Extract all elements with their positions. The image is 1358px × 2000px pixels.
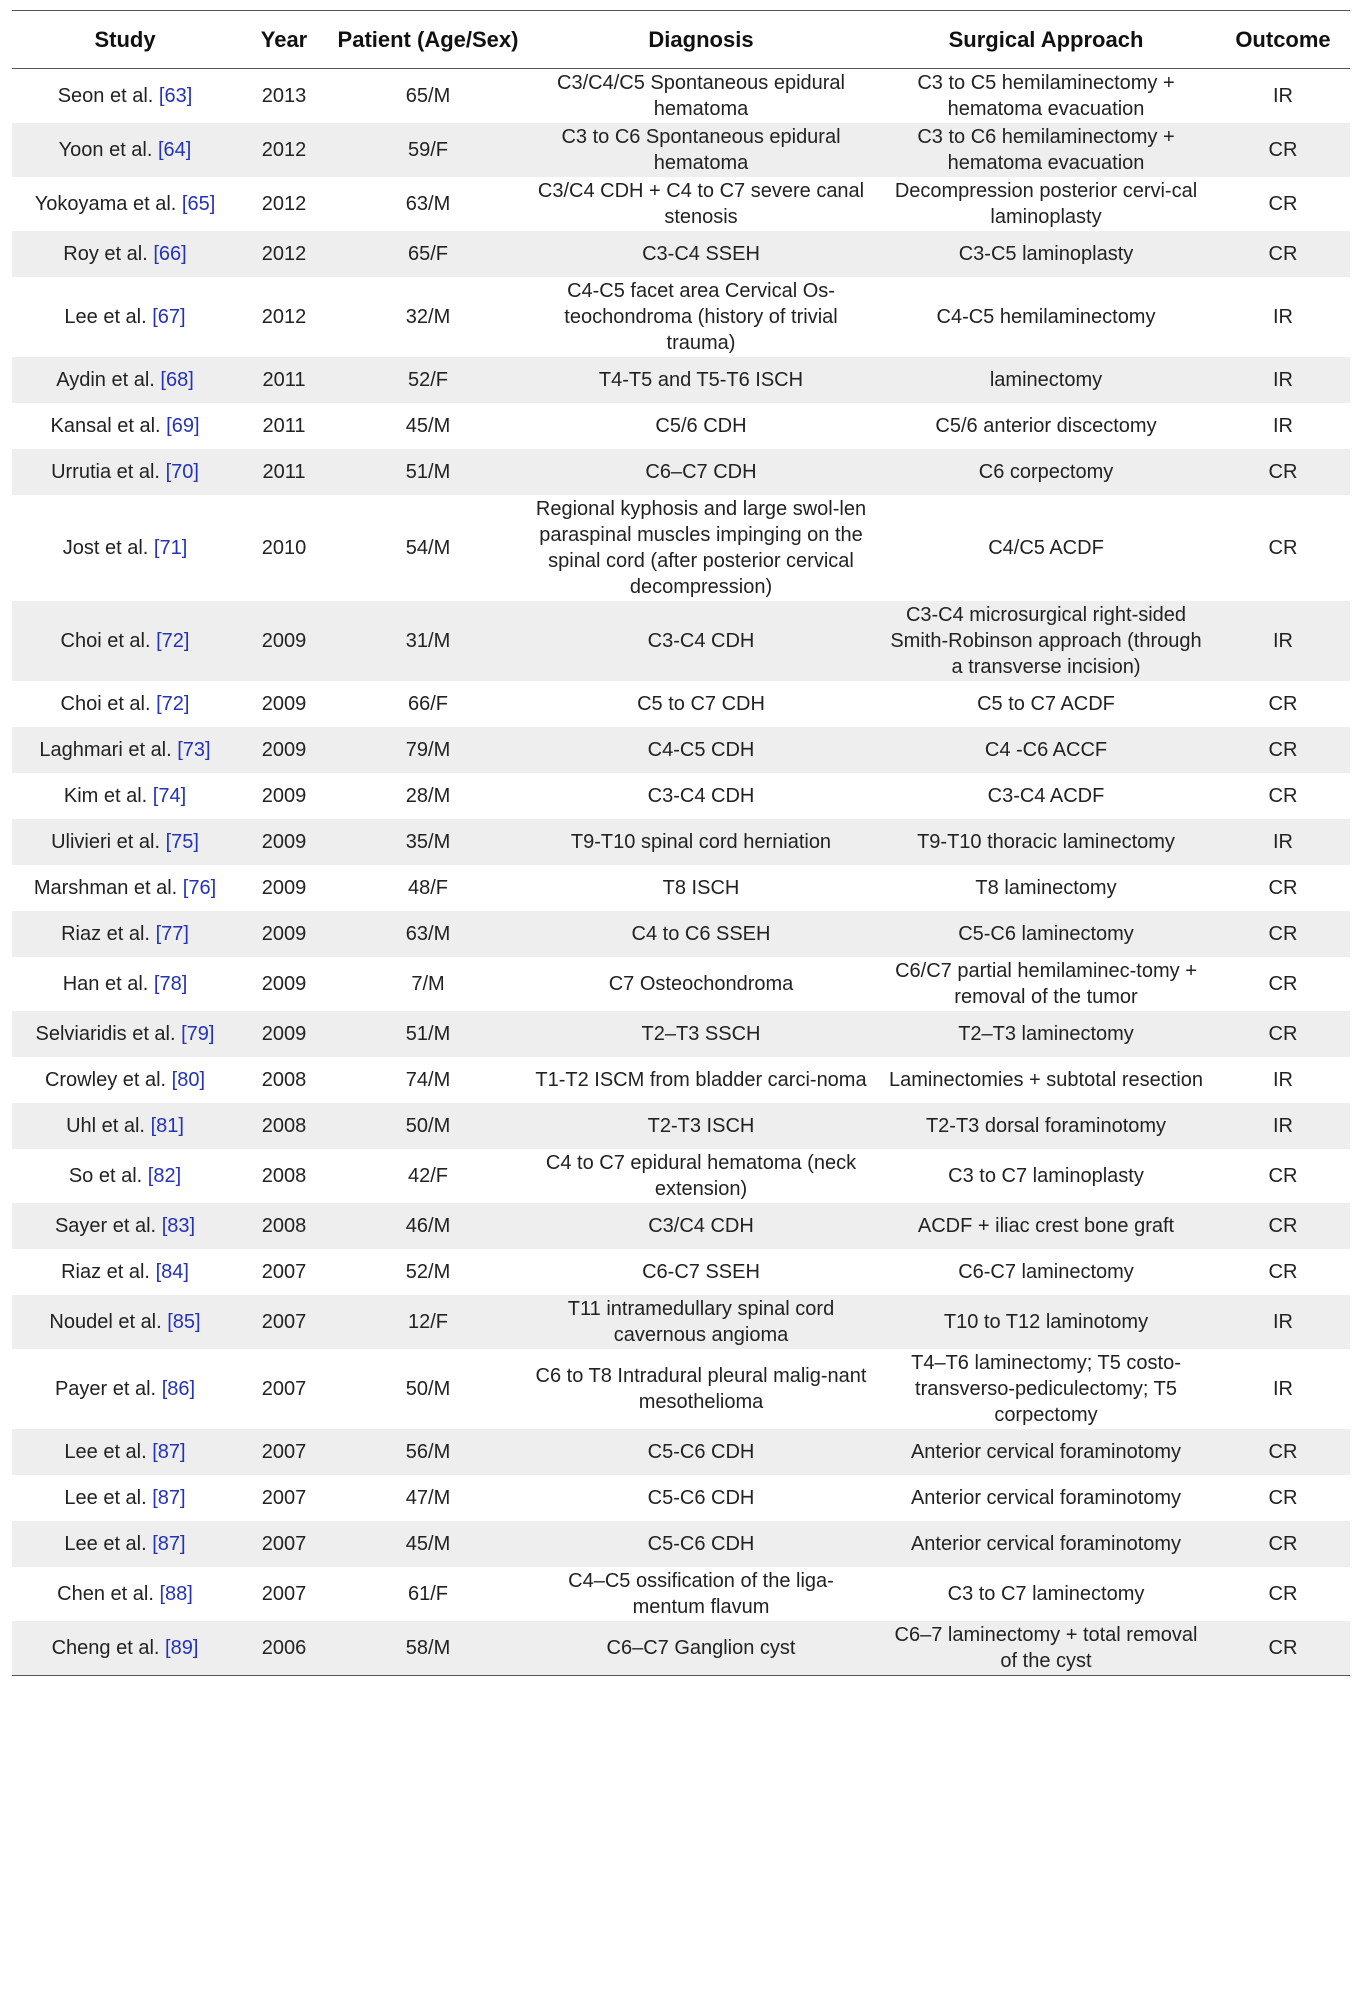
cell-study — [12, 1057, 238, 1103]
table-row — [12, 681, 1350, 727]
cell-outcome: CR — [1268, 973, 1298, 995]
cell-outcome: CR — [1268, 1583, 1298, 1605]
cell-patient: 54/M — [405, 537, 451, 559]
reference-link[interactable]: [79] — [181, 1023, 215, 1045]
cell-diagnosis: T9-T10 spinal cord herniation — [570, 831, 832, 853]
cell-diagnosis: T2-T3 ISCH — [647, 1115, 755, 1137]
cell-study — [12, 1203, 238, 1249]
cell-study — [12, 1621, 238, 1676]
table-row — [12, 357, 1350, 403]
cell-study — [12, 1149, 238, 1203]
cell-year: 2007 — [261, 1487, 307, 1509]
cell-study — [12, 69, 238, 124]
cell-year: 2008 — [261, 1069, 307, 1091]
reference-link[interactable]: [88] — [159, 1583, 193, 1605]
reference-link[interactable]: [87] — [152, 1487, 186, 1509]
study-name: Crowley et al. — [44, 1069, 167, 1091]
cell-study — [12, 403, 238, 449]
cell-diagnosis: C3-C4 SSEH — [642, 243, 760, 265]
cell-study — [12, 1295, 238, 1349]
case-table — [12, 10, 1350, 1676]
study-name: Urrutia et al. — [51, 461, 160, 483]
reference-link[interactable]: [80] — [171, 1069, 206, 1091]
reference-link[interactable]: [75] — [165, 831, 199, 853]
cell-diagnosis: T11 intramedullary spinal cord cavernous angioma — [567, 1298, 835, 1346]
cell-study — [12, 1349, 238, 1429]
cell-patient: 45/M — [405, 415, 451, 437]
cell-year: 2009 — [261, 831, 307, 853]
cell-patient: 12/F — [407, 1311, 449, 1333]
cell-study — [12, 601, 238, 681]
header-patient: Patient (Age/Sex) — [337, 26, 519, 52]
header-study: Study — [94, 26, 156, 52]
cell-diagnosis: C3-C4 CDH — [647, 785, 755, 807]
cell-patient: 65/F — [407, 243, 449, 265]
study-name: Han et al. — [62, 973, 149, 995]
table-row — [12, 819, 1350, 865]
cell-diagnosis: C6–C7 CDH — [645, 461, 757, 483]
cell-outcome: IR — [1273, 415, 1293, 437]
study-name: Riaz et al. — [61, 923, 150, 945]
cell-study — [12, 1475, 238, 1521]
table-row — [12, 1203, 1350, 1249]
table-row — [12, 449, 1350, 495]
cell-patient: 63/M — [405, 193, 451, 215]
cell-patient: 63/M — [405, 923, 451, 945]
reference-link[interactable]: [81] — [150, 1115, 184, 1137]
cell-surgical-approach: C4 -C6 ACCF — [984, 739, 1108, 761]
cell-surgical-approach: C5/6 anterior discectomy — [935, 415, 1157, 437]
table-row — [12, 123, 1350, 177]
cell-surgical-approach: C6–7 laminectomy + total removal of the cyst — [894, 1624, 1198, 1672]
reference-link[interactable]: [68] — [160, 369, 194, 391]
cell-diagnosis: C7 Osteochondroma — [608, 973, 794, 995]
cell-surgical-approach: Anterior cervical foraminotomy — [910, 1487, 1182, 1509]
table-row — [12, 727, 1350, 773]
table-row — [12, 1621, 1350, 1676]
reference-link[interactable]: [69] — [166, 415, 200, 437]
cell-patient: 52/F — [407, 369, 449, 391]
cell-surgical-approach: C6 corpectomy — [978, 461, 1114, 483]
cell-diagnosis: C3/C4/C5 Spontaneous epidural hematoma — [557, 72, 845, 120]
cell-year: 2007 — [261, 1378, 307, 1400]
cell-patient: 51/M — [405, 461, 451, 483]
reference-link[interactable]: [83] — [161, 1215, 196, 1237]
cell-study — [12, 911, 238, 957]
header-surgical-approach: Surgical Approach — [948, 26, 1144, 52]
cell-diagnosis: C4 to C7 epidural hematoma (neck extension) — [545, 1152, 857, 1200]
cell-patient: 45/M — [405, 1533, 451, 1555]
study-name: Selviaridis et al. — [35, 1023, 176, 1045]
cell-study — [12, 1103, 238, 1149]
cell-study — [12, 357, 238, 403]
cell-study — [12, 1429, 238, 1475]
cell-patient: 51/M — [405, 1023, 451, 1045]
cell-year: 2012 — [261, 243, 307, 265]
cell-year: 2011 — [262, 461, 306, 483]
cell-patient: 65/M — [405, 85, 451, 107]
cell-outcome: CR — [1268, 243, 1298, 265]
reference-link[interactable]: [87] — [152, 1533, 186, 1555]
cell-year: 2009 — [261, 739, 307, 761]
cell-surgical-approach: C4-C5 hemilaminectomy — [936, 306, 1156, 328]
cell-surgical-approach: C3 to C5 hemilaminectomy + hematoma evacuation — [917, 72, 1175, 120]
cell-patient: 28/M — [405, 785, 451, 807]
cell-surgical-approach: C5 to C7 ACDF — [977, 693, 1115, 715]
cell-outcome: IR — [1273, 831, 1293, 853]
table-row — [12, 495, 1350, 601]
cell-study — [12, 277, 238, 357]
cell-study — [12, 865, 238, 911]
table-row — [12, 1249, 1350, 1295]
cell-study — [12, 681, 238, 727]
reference-link[interactable]: [71] — [153, 537, 188, 559]
table-row — [12, 1349, 1350, 1429]
cell-outcome: IR — [1273, 306, 1293, 328]
table-row — [12, 1295, 1350, 1349]
cell-diagnosis: C6-C7 SSEH — [642, 1261, 760, 1283]
study-name: Lee et al. — [64, 1533, 147, 1555]
cell-diagnosis: C3-C4 CDH — [647, 630, 755, 652]
cell-outcome: CR — [1268, 739, 1298, 761]
cell-surgical-approach: Decompression posterior cervi-cal laminoplasty — [894, 180, 1198, 228]
cell-study — [12, 495, 238, 601]
cell-outcome: IR — [1273, 1311, 1293, 1333]
reference-link[interactable]: [63] — [158, 85, 193, 107]
reference-link[interactable]: [74] — [152, 785, 187, 807]
study-name: Payer et al. — [54, 1378, 157, 1400]
cell-outcome: IR — [1273, 1378, 1293, 1400]
cell-outcome: CR — [1268, 193, 1298, 215]
study-name: Ulivieri et al. — [51, 831, 160, 853]
cell-surgical-approach: T8 laminectomy — [975, 877, 1117, 899]
table-row — [12, 231, 1350, 277]
cell-diagnosis: C5-C6 CDH — [647, 1487, 755, 1509]
table-row — [12, 1011, 1350, 1057]
cell-surgical-approach: C6/C7 partial hemilaminec-tomy + removal of the tumor — [895, 960, 1197, 1008]
study-name: So et al. — [68, 1165, 143, 1187]
cell-year: 2007 — [261, 1261, 307, 1283]
study-name: Sayer et al. — [54, 1215, 157, 1237]
cell-surgical-approach: T2–T3 laminectomy — [958, 1023, 1134, 1045]
cell-surgical-approach: laminectomy — [989, 369, 1103, 391]
cell-study — [12, 819, 238, 865]
study-name: Marshman et al. — [33, 877, 178, 899]
cell-outcome: IR — [1273, 369, 1293, 391]
table-row — [12, 911, 1350, 957]
cell-year: 2007 — [261, 1533, 307, 1555]
cell-year: 2008 — [261, 1115, 307, 1137]
cell-outcome: CR — [1268, 693, 1298, 715]
cell-study — [12, 957, 238, 1011]
table-row — [12, 277, 1350, 357]
study-name: Roy et al. — [63, 243, 148, 265]
table-body — [12, 69, 1350, 1676]
cell-patient: 56/M — [405, 1441, 451, 1463]
cell-surgical-approach: C5-C6 laminectomy — [958, 923, 1134, 945]
cell-diagnosis: C5-C6 CDH — [647, 1533, 755, 1555]
reference-link[interactable]: [84] — [155, 1261, 189, 1283]
cell-patient: 7/M — [411, 973, 445, 995]
cell-surgical-approach: C3 to C7 laminoplasty — [948, 1165, 1144, 1187]
table-row — [12, 1103, 1350, 1149]
cell-outcome: CR — [1268, 1533, 1298, 1555]
cell-outcome: CR — [1268, 877, 1298, 899]
study-name: Lee et al. — [64, 306, 147, 328]
cell-outcome: IR — [1273, 1069, 1293, 1091]
cell-outcome: IR — [1273, 630, 1293, 652]
cell-surgical-approach: T4–T6 laminectomy; T5 costo-transverso-pediculectomy; T5 corpectomy — [911, 1352, 1181, 1426]
study-name: Yoon et al. — [58, 139, 153, 161]
cell-year: 2009 — [261, 1023, 307, 1045]
table-row — [12, 601, 1350, 681]
cell-diagnosis: C5/6 CDH — [655, 415, 747, 437]
cell-diagnosis: C3 to C6 Spontaneous epidural hematoma — [561, 126, 841, 174]
table-row — [12, 1475, 1350, 1521]
table-row — [12, 1521, 1350, 1567]
cell-outcome: CR — [1268, 1487, 1298, 1509]
header-row — [12, 11, 1350, 69]
cell-outcome: CR — [1268, 461, 1298, 483]
cell-patient: 50/M — [405, 1378, 451, 1400]
reference-link[interactable]: [64] — [158, 139, 192, 161]
table-container — [12, 10, 1350, 1676]
cell-surgical-approach: ACDF + iliac crest bone graft — [917, 1215, 1175, 1237]
cell-diagnosis: C4–C5 ossification of the liga-mentum flavum — [568, 1570, 834, 1618]
reference-link[interactable]: [87] — [152, 1441, 186, 1463]
cell-patient: 48/F — [407, 877, 449, 899]
cell-year: 2009 — [261, 973, 307, 995]
cell-year: 2010 — [261, 537, 307, 559]
cell-year: 2011 — [262, 369, 306, 391]
cell-surgical-approach: Laminectomies + subtotal resection — [888, 1069, 1204, 1091]
cell-diagnosis: C5 to C7 CDH — [637, 693, 765, 715]
study-name: Cheng et al. — [51, 1637, 160, 1659]
cell-diagnosis: T8 ISCH — [662, 877, 740, 899]
cell-surgical-approach: C3-C4 microsurgical right-sided Smith-Robinson approach (through a transverse incision) — [890, 604, 1202, 678]
study-name: Riaz et al. — [61, 1261, 150, 1283]
cell-surgical-approach: C3 to C7 laminectomy — [947, 1583, 1145, 1605]
cell-patient: 32/M — [405, 306, 451, 328]
cell-diagnosis: C3/C4 CDH + C4 to C7 severe canal stenosis — [537, 180, 865, 228]
cell-year: 2012 — [261, 306, 307, 328]
reference-link[interactable]: [77] — [155, 923, 189, 945]
cell-patient: 66/F — [407, 693, 449, 715]
table-row — [12, 957, 1350, 1011]
cell-surgical-approach: C3 to C6 hemilaminectomy + hematoma evacuation — [917, 126, 1175, 174]
table-row — [12, 1429, 1350, 1475]
study-name: Chen et al. — [57, 1583, 154, 1605]
cell-study — [12, 1521, 238, 1567]
cell-diagnosis: T4-T5 and T5-T6 ISCH — [598, 369, 804, 391]
cell-outcome: CR — [1268, 139, 1298, 161]
reference-link[interactable]: [82] — [147, 1165, 182, 1187]
study-name: Uhl et al. — [66, 1115, 145, 1137]
study-name: Lee et al. — [64, 1441, 147, 1463]
reference-link[interactable]: [89] — [165, 1637, 199, 1659]
cell-patient: 59/F — [407, 139, 449, 161]
cell-diagnosis: C4-C5 CDH — [647, 739, 755, 761]
cell-year: 2008 — [261, 1165, 307, 1187]
reference-link[interactable]: [70] — [165, 461, 199, 483]
study-name: Choi et al. — [60, 693, 151, 715]
study-name: Aydin et al. — [56, 369, 155, 391]
table-row — [12, 1567, 1350, 1621]
cell-surgical-approach: T10 to T12 laminotomy — [943, 1311, 1149, 1333]
header-outcome: Outcome — [1235, 26, 1331, 52]
cell-study — [12, 773, 238, 819]
reference-link[interactable]: [66] — [153, 243, 187, 265]
table-row — [12, 1057, 1350, 1103]
cell-study — [12, 1011, 238, 1057]
reference-link[interactable]: [72] — [156, 693, 190, 715]
cell-diagnosis: C4 to C6 SSEH — [631, 923, 771, 945]
table-row — [12, 177, 1350, 231]
cell-year: 2009 — [261, 785, 307, 807]
table-header — [12, 11, 1350, 69]
cell-study — [12, 1567, 238, 1621]
table-row — [12, 1149, 1350, 1203]
cell-diagnosis: T2–T3 SSCH — [641, 1023, 761, 1045]
cell-patient: 52/M — [405, 1261, 451, 1283]
cell-year: 2007 — [261, 1583, 307, 1605]
table-row — [12, 865, 1350, 911]
study-name: Laghmari et al. — [39, 739, 172, 761]
cell-year: 2008 — [261, 1215, 307, 1237]
cell-outcome: CR — [1268, 1261, 1298, 1283]
reference-link[interactable]: [67] — [152, 306, 186, 328]
cell-study — [12, 177, 238, 231]
reference-link[interactable]: [72] — [156, 630, 190, 652]
cell-outcome: CR — [1268, 923, 1298, 945]
cell-surgical-approach: T2-T3 dorsal foraminotomy — [925, 1115, 1167, 1137]
cell-study — [12, 449, 238, 495]
table-row — [12, 773, 1350, 819]
cell-diagnosis: T1-T2 ISCM from bladder carci-noma — [535, 1069, 867, 1091]
cell-diagnosis: C6 to T8 Intradural pleural malig-nant mesothelioma — [535, 1365, 867, 1413]
cell-surgical-approach: T9-T10 thoracic laminectomy — [917, 831, 1175, 853]
cell-year: 2007 — [261, 1441, 307, 1463]
study-name: Noudel et al. — [49, 1311, 162, 1333]
study-name: Yokoyama et al. — [34, 193, 177, 215]
cell-surgical-approach: Anterior cervical foraminotomy — [910, 1441, 1182, 1463]
cell-patient: 79/M — [405, 739, 451, 761]
cell-surgical-approach: Anterior cervical foraminotomy — [910, 1533, 1182, 1555]
cell-outcome: CR — [1268, 1023, 1298, 1045]
cell-year: 2012 — [261, 139, 307, 161]
cell-outcome: CR — [1268, 537, 1298, 559]
study-name: Lee et al. — [64, 1487, 147, 1509]
cell-diagnosis: C4-C5 facet area Cervical Os-teochondroma (history of trivial trauma) — [564, 280, 838, 354]
study-name: Seon et al. — [57, 85, 154, 107]
cell-study — [12, 727, 238, 773]
cell-year: 2009 — [261, 630, 307, 652]
study-name: Choi et al. — [60, 630, 151, 652]
reference-link[interactable]: [86] — [161, 1378, 196, 1400]
header-diagnosis: Diagnosis — [648, 26, 754, 52]
cell-surgical-approach: C3-C5 laminoplasty — [958, 243, 1134, 265]
reference-link[interactable]: [65] — [181, 193, 216, 215]
cell-outcome: CR — [1268, 1215, 1298, 1237]
cell-surgical-approach: C3-C4 ACDF — [987, 785, 1105, 807]
cell-diagnosis: Regional kyphosis and large swol-len paraspinal muscles impinging on the spinal cord (after posterior cervical decompression) — [535, 498, 867, 598]
cell-outcome: CR — [1268, 1165, 1298, 1187]
cell-year: 2006 — [261, 1637, 307, 1659]
cell-study — [12, 231, 238, 277]
cell-patient: 50/M — [405, 1115, 451, 1137]
cell-year: 2011 — [262, 415, 306, 437]
table-row — [12, 403, 1350, 449]
table-row — [12, 69, 1350, 124]
study-name: Kansal et al. — [50, 415, 161, 437]
cell-year: 2009 — [261, 877, 307, 899]
cell-year: 2009 — [261, 693, 307, 715]
header-year: Year — [260, 26, 308, 52]
cell-outcome: IR — [1273, 85, 1293, 107]
cell-study — [12, 1249, 238, 1295]
cell-outcome: CR — [1268, 1441, 1298, 1463]
cell-diagnosis: C5-C6 CDH — [647, 1441, 755, 1463]
cell-year: 2012 — [261, 193, 307, 215]
study-name: Kim et al. — [63, 785, 148, 807]
cell-surgical-approach: C6-C7 laminectomy — [958, 1261, 1134, 1283]
cell-diagnosis: C6–C7 Ganglion cyst — [606, 1637, 796, 1659]
cell-patient: 47/M — [405, 1487, 451, 1509]
cell-year: 2013 — [261, 85, 307, 107]
cell-patient: 58/M — [405, 1637, 451, 1659]
cell-patient: 42/F — [407, 1165, 449, 1187]
cell-patient: 61/F — [407, 1583, 449, 1605]
cell-patient: 31/M — [405, 630, 451, 652]
reference-link[interactable]: [73] — [177, 739, 211, 761]
cell-diagnosis: C3/C4 CDH — [648, 1215, 754, 1237]
study-name: Jost et al. — [62, 537, 149, 559]
cell-patient: 74/M — [405, 1069, 451, 1091]
reference-link[interactable]: [85] — [167, 1311, 201, 1333]
cell-study — [12, 123, 238, 177]
cell-outcome: CR — [1268, 785, 1298, 807]
reference-link[interactable]: [78] — [153, 973, 188, 995]
cell-outcome: CR — [1268, 1637, 1298, 1659]
cell-outcome: IR — [1273, 1115, 1293, 1137]
reference-link[interactable]: [76] — [182, 877, 217, 899]
cell-year: 2007 — [261, 1311, 307, 1333]
cell-patient: 46/M — [405, 1215, 451, 1237]
cell-surgical-approach: C4/C5 ACDF — [988, 537, 1104, 559]
cell-year: 2009 — [261, 923, 307, 945]
cell-patient: 35/M — [405, 831, 451, 853]
